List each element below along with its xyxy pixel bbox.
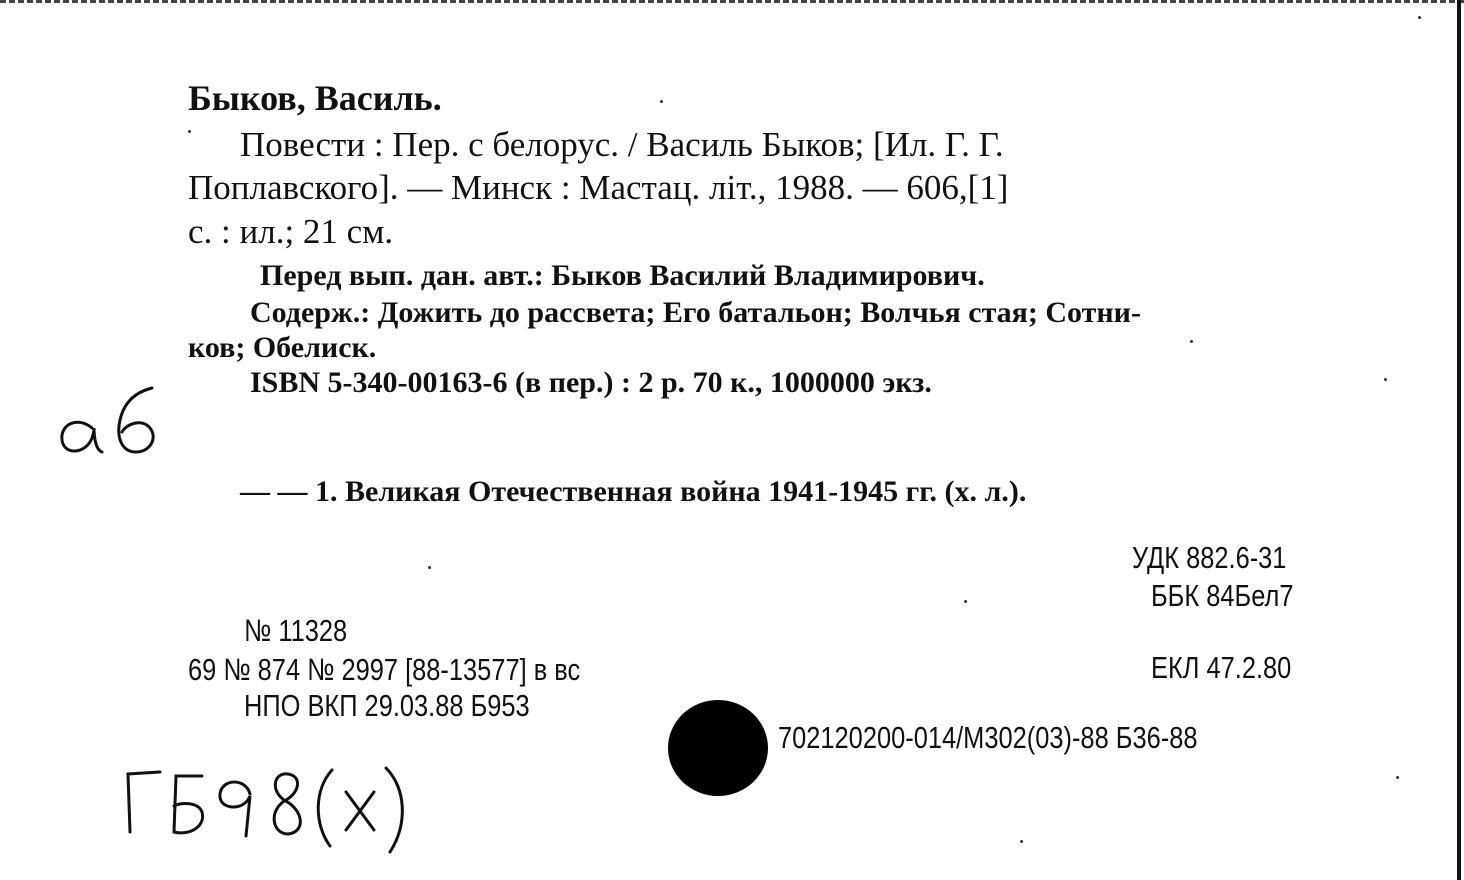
handwritten-mark-call-number [118, 760, 428, 860]
catalog-code: 702120200-014/М302(03)-88 Б36-88 [778, 720, 1198, 755]
speckle [188, 130, 191, 133]
title-line-2: Поплавского]. — Минск : Мастац. літ., 1988. — 606,[1] [188, 168, 1009, 207]
speckle [964, 600, 967, 603]
speckle [1190, 340, 1193, 343]
speckle [1020, 840, 1023, 843]
isbn-line: ISBN 5-340-00163-6 (в пер.) : 2 р. 70 к., 1000000 экз. [250, 366, 932, 399]
note-line-1: Перед вып. дан. авт.: Быков Василий Владимирович. [260, 259, 985, 292]
title-line-3: с. : ил.; 21 см. [188, 212, 394, 251]
note-line-3: ков; Обелиск. [188, 331, 377, 364]
subject-heading: — — 1. Великая Отечественная война 1941-1945 гг. (х. л.). [240, 475, 1027, 508]
order-line: 69 № 874 № 2997 [88-13577] в вс [188, 652, 581, 687]
card-top-edge [0, 0, 1464, 3]
card-number: № 11328 [244, 613, 348, 648]
ekl-code: ЕКЛ 47.2.80 [1151, 650, 1292, 685]
ink-blot [668, 700, 768, 796]
card-right-edge [1457, 0, 1461, 880]
author-heading: Быков, Василь. [188, 78, 442, 118]
title-line-1: Повести : Пер. с белорус. / Василь Быков; [Ил. Г. Г. [240, 125, 1004, 164]
handwritten-mark-ab [52, 380, 182, 470]
note-line-2: Содерж.: Дожить до рассвета; Его батальон; Волчья стая; Сотни- [250, 296, 1141, 329]
org-line: НПО ВКП 29.03.88 Б953 [244, 688, 530, 723]
speckle [1418, 16, 1421, 19]
speckle [1396, 776, 1399, 779]
speckle [428, 566, 431, 569]
udk-code: УДК 882.6-31 [1132, 540, 1287, 575]
bbk-code: ББК 84Бел7 [1151, 578, 1294, 613]
speckle [1384, 378, 1387, 381]
speckle [660, 100, 663, 103]
